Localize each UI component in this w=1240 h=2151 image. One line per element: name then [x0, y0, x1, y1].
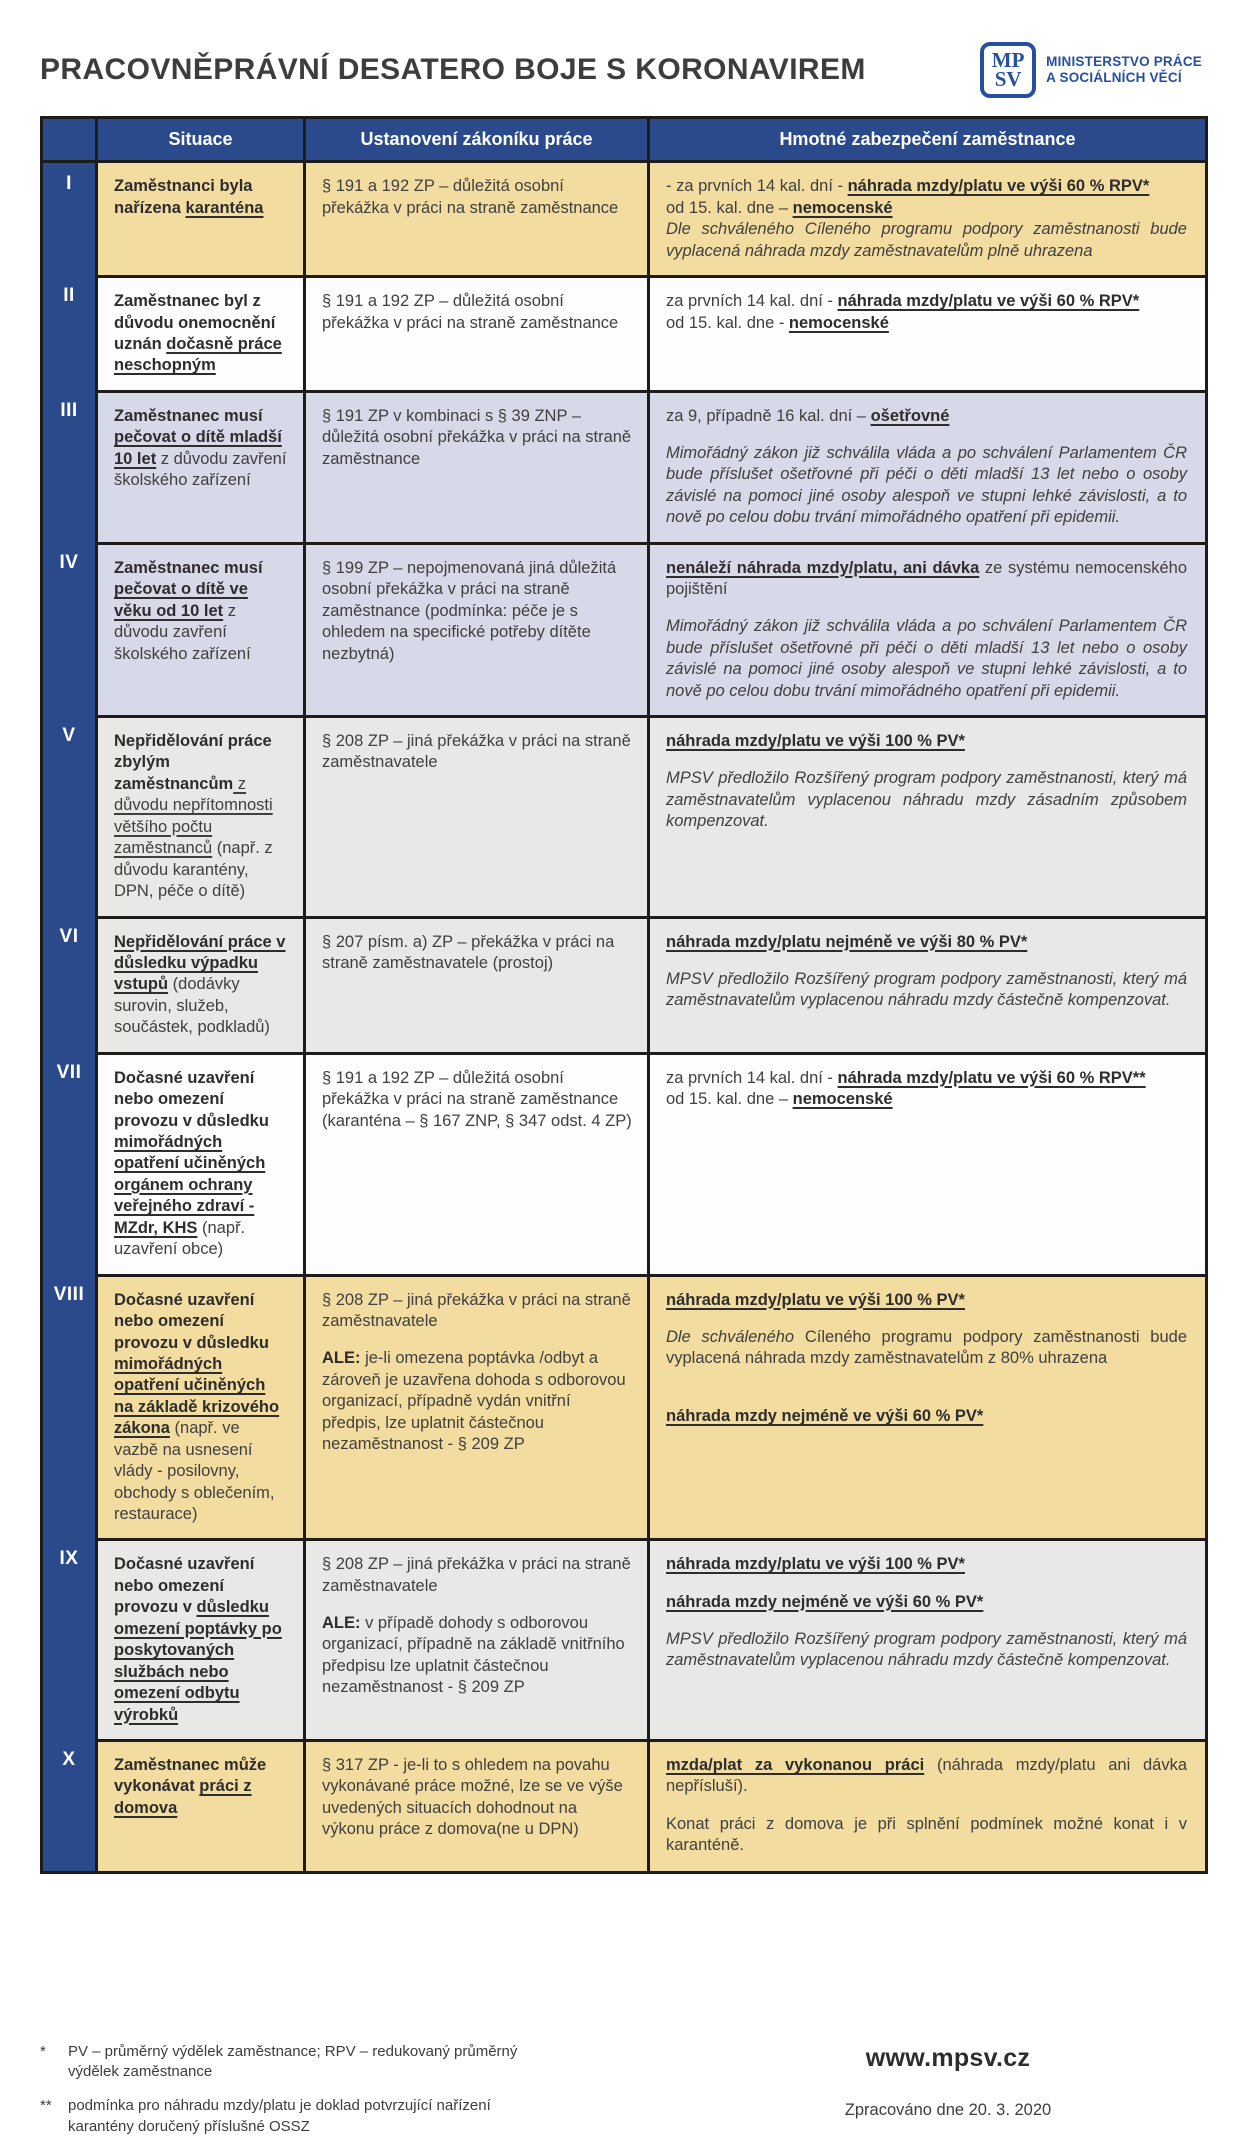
row-number: II [43, 275, 98, 390]
table-row [43, 715, 1205, 916]
ministry-name [1046, 54, 1202, 85]
ustanoveni-cell: § 199 ZP – nepojmenovaná jiná důležitá osobní překážka v práci na straně zaměstnance (podmínka: péče je s ohledem na specifické potřeby dítěte nezbytná) [306, 542, 650, 715]
page-footer [40, 2042, 1208, 2151]
table-row [43, 163, 1205, 275]
ustanoveni-cell: § 317 ZP - je-li to s ohledem na povahu vykonávané práce možné, lze se ve výše uvedených situacích dohodnout na výkonu práce z domova(ne u DPN) [306, 1739, 650, 1871]
footnote-2-text: podmínka pro náhradu mzdy/platu je doklad potvrzující nařízení karantény doručený příslušné OSSZ [68, 2097, 491, 2135]
footnotes [40, 2042, 560, 2151]
ustanoveni-cell: § 207 písm. a) ZP – překážka v práci na straně zaměstnavatele (prostoj) [306, 916, 650, 1052]
ustanoveni-cell: § 191 a 192 ZP – důležitá osobní překážka v práci na straně zaměstnance [306, 275, 650, 390]
row-number: VII [43, 1052, 98, 1274]
table-row [43, 542, 1205, 715]
hmotne-cell: za 9, případně 16 kal. dní – ošetřovné Mimořádný zákon již schválila vláda a po schválení Parlamentem ČR bude příslušet ošetřovné při péči o děti mladší 13 let nebo o osoby závislé na pomoci jiné osoby alespoň ve stupni lehké závislosti, a to nově po celou dobu trvání mimořádného opatření při epidemii. [650, 390, 1205, 542]
situace-cell: Nepřidělování práce v důsledku výpadku vstupů (dodávky surovin, služeb, součástek, podkladů) [98, 916, 306, 1052]
footnote-1 [40, 2042, 560, 2083]
table-row [43, 390, 1205, 542]
ministry-name-line-2: A SOCIÁLNÍCH VĚCÍ [1046, 70, 1182, 85]
situace-cell: Zaměstnanec může vykonávat práci z domova [98, 1739, 306, 1871]
website-link[interactable]: www.mpsv.cz [865, 2043, 1031, 2072]
ustanoveni-cell: § 191 ZP v kombinaci s § 39 ZNP – důležitá osobní překážka v práci na straně zaměstnance [306, 390, 650, 542]
situace-cell: Zaměstnanci byla nařízena karanténa [98, 163, 306, 275]
column-header-ustanoveni: Ustanovení zákoníku práce [306, 119, 650, 160]
ministry-name-line-1: MINISTERSTVO PRÁCE [1046, 54, 1202, 70]
table-row [43, 1052, 1205, 1274]
ustanoveni-cell: § 191 a 192 ZP – důležitá osobní překážka v práci na straně zaměstnance [306, 163, 650, 275]
hmotne-cell: náhrada mzdy/platu ve výši 100 % PV* MPSV předložilo Rozšířený program podpory zaměstnanosti, který má zaměstnavatelům vyplacenou náhradu mzdy zásadním způsobem kompenzovat. [650, 715, 1205, 916]
situace-cell: Dočasné uzavření nebo omezení provozu v důsledku mimořádných opatření učiněných orgánem ochrany veřejného zdraví - MZdr, KHS (např. uzavření obce) [98, 1052, 306, 1274]
page-title: PRACOVNĚPRÁVNÍ DESATERO BOJE S KORONAVIREM [40, 53, 866, 86]
situace-cell: Dočasné uzavření nebo omezení provozu v důsledku omezení poptávky po poskytovaných službách nebo omezení odbytu výrobků [98, 1538, 306, 1739]
row-number: X [43, 1739, 98, 1871]
table-body [43, 163, 1205, 1871]
ustanoveni-cell: § 208 ZP – jiná překážka v práci na straně zaměstnavatele [306, 715, 650, 916]
situace-cell: Zaměstnanec musí pečovat o dítě ve věku od 10 let z důvodu zavření školského zařízení [98, 542, 306, 715]
date-line: Zpracováno dne 20. 3. 2020 [844, 2100, 1052, 2119]
ustanoveni-cell: § 208 ZP – jiná překážka v práci na straně zaměstnavatele ALE: v případě dohody s odborovou organizací, případně na základě vnitřního předpisu lze uplatnit částečnou nezaměstnanost - § 209 ZP [306, 1538, 650, 1739]
situace-cell: Nepřidělování práce zbylým zaměstnancům z důvodu nepřítomnosti většího počtu zaměstnanců (např. z důvodu karantény, DPN, péče o dítě) [98, 715, 306, 916]
hmotne-cell: za prvních 14 kal. dní - náhrada mzdy/platu ve výši 60 % RPV* od 15. kal. dne - nemocenské [650, 275, 1205, 390]
decalogue-table [40, 116, 1208, 1874]
situace-cell: Dočasné uzavření nebo omezení provozu v důsledku mimořádných opatření učiněných na základě krizového zákona (např. ve vazbě na usnesení vlády - posilovny, obchody s oblečením, restaurace) [98, 1274, 306, 1539]
row-number: IX [43, 1538, 98, 1739]
row-number: VIII [43, 1274, 98, 1539]
row-number: I [43, 163, 98, 275]
footnote-1-mark: * [40, 2042, 46, 2060]
column-header-hmotne: Hmotné zabezpečení zaměstnance [779, 129, 1076, 149]
table-row [43, 275, 1205, 390]
page-header [40, 42, 1208, 98]
ustanoveni-cell: § 208 ZP – jiná překážka v práci na straně zaměstnavatele ALE: je-li omezena poptávka /odbyt a zároveň je uzavřena dohoda s odborovou organizací, případně vydán vnitřní předpis, lze uplatnit částečnou nezaměstnanost - § 209 ZP [306, 1274, 650, 1539]
row-number: III [43, 390, 98, 542]
table-row [43, 1538, 1205, 1739]
row-number: IV [43, 542, 98, 715]
footnote-1-text: PV – průměrný výdělek zaměstnance; RPV – redukovaný průměrný výdělek zaměstnance [68, 2042, 518, 2081]
situace-cell: Zaměstnanec musí pečovat o dítě mladší 10 let z důvodu zavření školského zařízení [98, 390, 306, 542]
hmotne-cell: nenáleží náhrada mzdy/platu, ani dávka ze systému nemocenského pojištění Mimořádný zákon již schválila vláda a po schválení Parlamentem ČR bude příslušet ošetřovné při péči o děti mladší 13 let nebo o osoby závislé na pomoci jiné osoby alespoň ve stupni lehké závislosti, a to nově po celou dobu trvání mimořádného opatření při epidemii. [650, 542, 1205, 715]
hmotne-cell: náhrada mzdy/platu ve výši 100 % PV* náhrada mzdy nejméně ve výši 60 % PV* MPSV předložilo Rozšířený program podpory zaměstnanosti, který má zaměstnavatelům vyplacenou náhradu mzdy částečně kompenzovat. [650, 1538, 1205, 1739]
row-number: V [43, 715, 98, 916]
ustanoveni-cell: § 191 a 192 ZP – důležitá osobní překážka v práci na straně zaměstnance (karanténa – § 167 ZNP, § 347 odst. 4 ZP) [306, 1052, 650, 1274]
hmotne-cell: za prvních 14 kal. dní - náhrada mzdy/platu ve výši 60 % RPV** od 15. kal. dne – nemocenské [650, 1052, 1205, 1274]
table-row [43, 916, 1205, 1052]
row-number: VI [43, 916, 98, 1052]
hmotne-cell: náhrada mzdy/platu ve výši 100 % PV* Dle schváleného Cíleného programu podpory zaměstnanosti bude vyplacená náhrada mzdy zaměstnavatelům z 80% uhrazena náhrada mzdy nejméně ve výši 60 % PV* [650, 1274, 1205, 1539]
situace-cell: Zaměstnanec byl z důvodu onemocnění uznán dočasně práce neschopným [98, 275, 306, 390]
mpsv-logo-icon [980, 42, 1036, 98]
logo-line-2: SV [994, 67, 1022, 91]
hmotne-cell: mzda/plat za vykonanou práci (náhrada mzdy/platu ani dávka nepřísluší). Konat práci z domova je při splnění podmínek možné konat i v karanténě. [650, 1739, 1205, 1871]
mpsv-brand [980, 42, 1202, 98]
footnote-2-mark: ** [40, 2097, 52, 2115]
column-header-situace: Situace [98, 119, 306, 160]
table-row [43, 1739, 1205, 1871]
footnote-2 [40, 2096, 560, 2137]
footer-right [728, 2042, 1168, 2120]
logo-line-1: MP [991, 47, 1025, 72]
header-corner-cell [43, 119, 98, 160]
table-row [43, 1274, 1205, 1539]
hmotne-cell: - za prvních 14 kal. dní - náhrada mzdy/platu ve výši 60 % RPV* od 15. kal. dne – nemocenské Dle schváleného Cíleného programu podpory zaměstnanosti bude vyplacená náhrada mzdy zaměstnavatelům plně uhrazena [650, 163, 1205, 275]
hmotne-cell: náhrada mzdy/platu nejméně ve výši 80 % PV* MPSV předložilo Rozšířený program podpory zaměstnanosti, který má zaměstnavatelům vyplacenou náhradu mzdy částečně kompenzovat. [650, 916, 1205, 1052]
table-header-row [43, 119, 1205, 163]
